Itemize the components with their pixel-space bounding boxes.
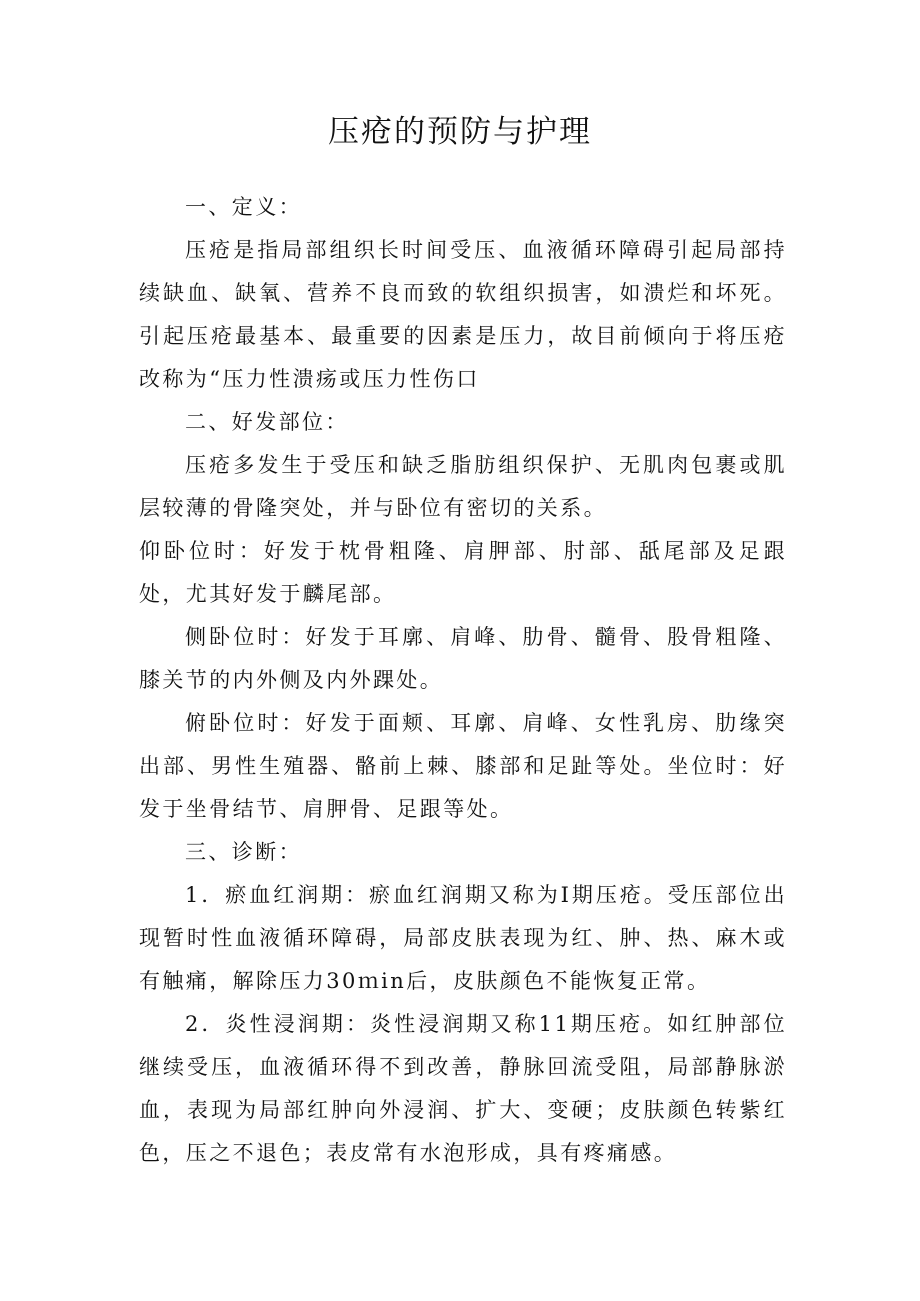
paragraph-supine-position: 仰卧位时：好发于枕骨粗隆、肩胛部、肘部、舐尾部及足跟处，尤其好发于麟尾部。 <box>139 539 787 606</box>
section-heading-diagnosis: 三、诊断： <box>185 840 302 864</box>
paragraph-lateral-position: 侧卧位时：好发于耳廓、肩峰、肋骨、髓骨、股骨粗隆、膝关节的内外侧及内外踝处。 <box>139 625 787 692</box>
document-body <box>139 186 787 1175</box>
paragraph-prone-position: 俯卧位时：好发于面颊、耳廓、肩峰、女性乳房、肋缘突出部、男性生殖器、骼前上棘、膝部和足趾等处。坐位时：好发于坐骨结节、肩胛骨、足跟等处。 <box>139 711 787 821</box>
page-title: 压疮的预防与护理 <box>328 114 592 150</box>
paragraph-definition: 压疮是指局部组织长时间受压、血液循环障碍引起局部持续缺血、缺氧、营养不良而致的软组织损害，如溃烂和坏死。引起压疮最基本、最重要的因素是压力，故目前倾向于将压疮改称为“压力性溃疡或压力性伤口 <box>139 238 787 391</box>
section-heading-definition: 一、定义： <box>185 195 302 219</box>
section-heading-common-sites: 二、好发部位： <box>185 410 349 434</box>
paragraph-common-sites: 压疮多发生于受压和缺乏脂肪组织保护、无肌肉包裹或肌层较薄的骨隆突处，并与卧位有密切的关系。 <box>139 453 787 520</box>
paragraph-stage-one: 1．瘀血红润期：瘀血红润期又称为I期压疮。受压部位出现暂时性血液循环障碍，局部皮肤表现为红、肿、热、麻木或有触痛，解除压力30ｍin后，皮肤颜色不能恢复正常。 <box>139 883 787 993</box>
paragraph-stage-two: 2．炎性浸润期：炎性浸润期又称11期压疮。如红肿部位继续受压，血液循环得不到改善，静脉回流受阻，局部静脉淤血，表现为局部红肿向外浸润、扩大、变硬；皮肤颜色转紫红色，压之不退色；表皮常有水泡形成，具有疼痛感。 <box>139 1012 787 1165</box>
